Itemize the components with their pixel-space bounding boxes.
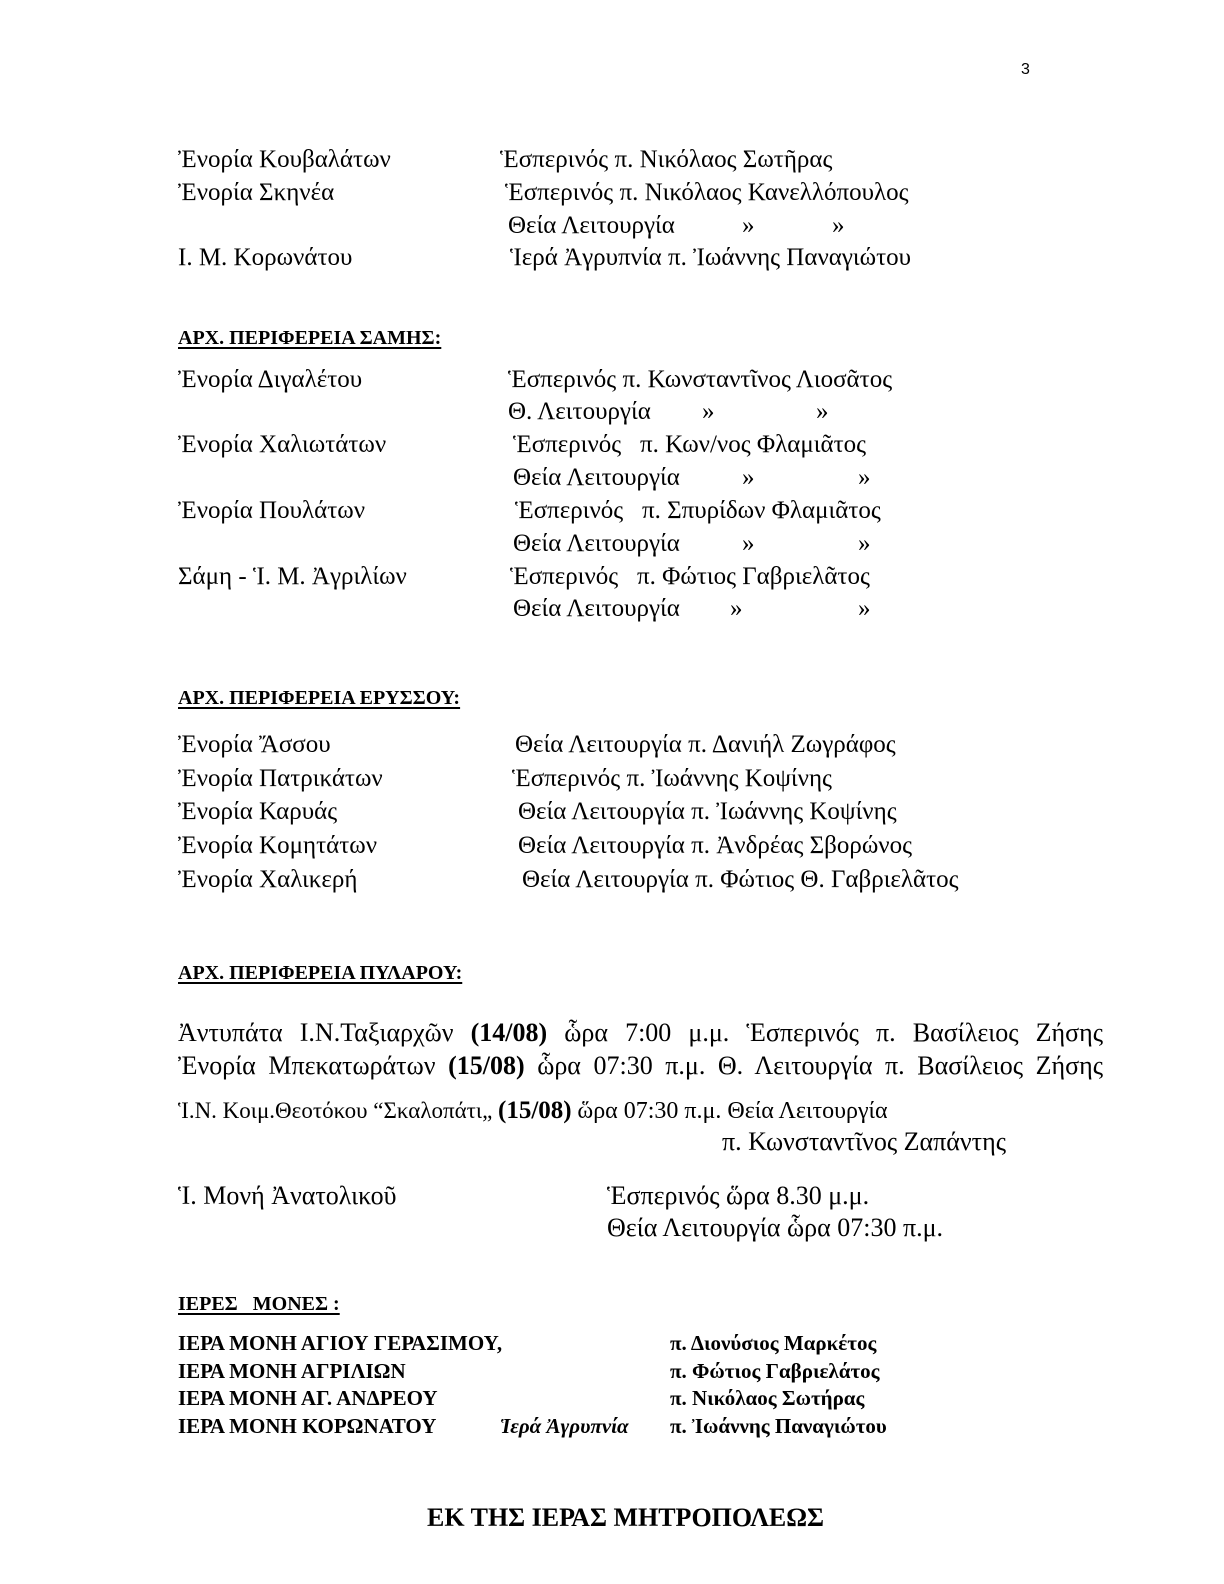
parish-name: Ἐνορία Κομητάτων (178, 832, 378, 859)
parish-name: Ἐνορία Σκηνέα (178, 179, 335, 206)
parish-name: Ἐνορία Χαλιωτάτων (178, 431, 387, 458)
ditto-mark: » (730, 595, 743, 622)
parish-name: Σάμη - Ἱ. Μ. Ἀγριλίων (178, 563, 407, 590)
ditto-mark: » (858, 530, 871, 557)
schedule-line-details: ὥρα 07:30 π.μ. Θεία Λειτουργία (577, 1098, 888, 1124)
ditto-mark: » (702, 398, 715, 425)
monastery-priest: π. Φώτιος Γαβριελάτος (670, 1359, 880, 1383)
service-entry: Θ. Λειτουργία (508, 398, 651, 425)
service-entry: Ἱερά Ἀγρυπνία π. Ἰωάννης Παναγιώτου (510, 244, 912, 271)
monastery-priest: π. Νικόλαος Σωτήρας (670, 1386, 865, 1410)
service-entry: Θεία Λειτουργία π. Φώτιος Θ. Γαβριελᾶτος (522, 866, 959, 893)
service-entry: Θεία Λειτουργία π. Ἀνδρέας Σβορώνος (518, 832, 913, 859)
service-entry: Θεία Λειτουργία (513, 464, 680, 491)
service-entry: Ἑσπερινός π. Νικόλαος Κανελλόπουλος (505, 179, 909, 206)
service-entry: Θεία Λειτουργία (513, 595, 680, 622)
service-entry: Ἑσπερινός π. Ἰωάννης Κοψίνης (512, 765, 832, 792)
ditto-mark: » (742, 464, 755, 491)
parish-name: Ι. Μ. Κορωνάτου (178, 244, 353, 271)
parish-name: Ἐνορία Χαλικερή (178, 866, 358, 893)
ditto-mark: » (858, 595, 871, 622)
schedule-line-details: ὧρα 07:30 π.μ. Θ. Λειτουργία π. Βασίλειος Ζήσης (537, 1051, 1103, 1080)
service-entry: Ἑσπερινός π. Κων/νος Φλαμιᾶτος (513, 431, 867, 458)
monastery-service: Ἱερά Ἀγρυπνία (500, 1414, 629, 1438)
section-heading: ΑΡΧ. ΠΕΡΙΦΕΡΕΙΑ ΣΑΜΗΣ: (178, 327, 442, 349)
schedule-line (178, 1018, 1103, 1048)
parish-name: Ἐνορία Πουλάτων (178, 497, 366, 524)
schedule-line-place: Ἱ.Ν. Κοιμ.Θεοτόκου “Σκαλοπάτι„ (178, 1098, 493, 1123)
ditto-mark: » (742, 530, 755, 557)
monastery-name: ΙΕΡΑ ΜΟΝΗ ΑΓΡΙΛΙΩΝ (178, 1359, 406, 1383)
service-entry: Θεία Λειτουργία (513, 530, 680, 557)
ditto-mark: » (832, 212, 845, 239)
service-entry: Θεία Λειτουργία π. Δανιήλ Ζωγράφος (515, 731, 896, 758)
monastery-name: ΙΕΡΑ ΜΟΝΗ ΑΓ. ΑΝΔΡΕΟΥ (178, 1386, 438, 1410)
service-entry: Ἑσπερινός π. Νικόλαος Σωτῆρας (500, 146, 833, 173)
footer-signature: ΕΚ ΤΗΣ ΙΕΡΑΣ ΜΗΤΡΟΠΟΛΕΩΣ (427, 1503, 825, 1532)
parish-name: Ἐνορία Πατρικάτων (178, 765, 383, 792)
schedule-line-details: ὧρα 7:00 μ.μ. Ἑσπερινός π. Βασίλειος Ζήσης (564, 1018, 1104, 1047)
service-entry: Ἑσπερινός π. Κωνσταντῖνος Λιοσᾶτος (508, 366, 893, 393)
ditto-mark: » (742, 212, 755, 239)
schedule-line-continuation: π. Κωνσταντῖνος Ζαπάντης (722, 1127, 1006, 1156)
monastery-priest: π. Ἰωάννης Παναγιώτου (670, 1414, 887, 1438)
schedule-line-place: Ἐνορία Μπεκατωράτων (178, 1051, 436, 1080)
monastery-name: ΙΕΡΑ ΜΟΝΗ ΑΓΙΟΥ ΓΕΡΑΣΙΜΟΥ, (178, 1331, 503, 1355)
schedule-line (178, 1097, 888, 1125)
service-entry: Θεία Λειτουργία ὧρα 07:30 π.μ. (607, 1213, 944, 1242)
parish-name: Ἐνορία Καρυάς (178, 798, 338, 825)
section-heading: ΙΕΡΕΣ ΜΟΝΕΣ : (178, 1293, 340, 1315)
page-number: 3 (1021, 61, 1030, 78)
schedule-line-place: Ἀντυπάτα Ι.Ν.Ταξιαρχῶν (178, 1018, 454, 1047)
ditto-mark: » (816, 398, 829, 425)
service-entry: Θεία Λειτουργία (508, 212, 675, 239)
parish-name: Ἐνορία Ἄσσου (178, 731, 331, 758)
section-heading: ΑΡΧ. ΠΕΡΙΦΕΡΕΙΑ ΠΥΛΑΡΟΥ: (178, 962, 463, 984)
service-entry: Ἑσπερινός π. Φώτιος Γαβριελᾶτος (510, 563, 870, 590)
service-entry: Ἑσπερινός π. Σπυρίδων Φλαμιᾶτος (515, 497, 881, 524)
schedule-line-date: (15/08) (448, 1051, 525, 1080)
schedule-line (178, 1051, 1103, 1081)
monastery-name: ΙΕΡΑ ΜΟΝΗ ΚΟΡΩΝΑΤΟΥ (178, 1414, 437, 1438)
ditto-mark: » (858, 464, 871, 491)
monastery-name: Ἱ. Μονή Ἀνατολικοῦ (178, 1181, 397, 1210)
service-entry: Θεία Λειτουργία π. Ἰωάννης Κοψίνης (518, 798, 897, 825)
parish-name: Ἐνορία Κουβαλάτων (178, 146, 391, 173)
monastery-priest: π. Διονύσιος Μαρκέτος (670, 1331, 877, 1355)
section-heading: ΑΡΧ. ΠΕΡΙΦΕΡΕΙΑ ΕΡΥΣΣΟΥ: (178, 687, 461, 709)
parish-name: Ἐνορία Διγαλέτου (178, 366, 363, 393)
schedule-line-date: (15/08) (498, 1097, 572, 1124)
schedule-line-date: (14/08) (470, 1018, 548, 1047)
service-entry: Ἑσπερινός ὥρα 8.30 μ.μ. (607, 1181, 870, 1210)
